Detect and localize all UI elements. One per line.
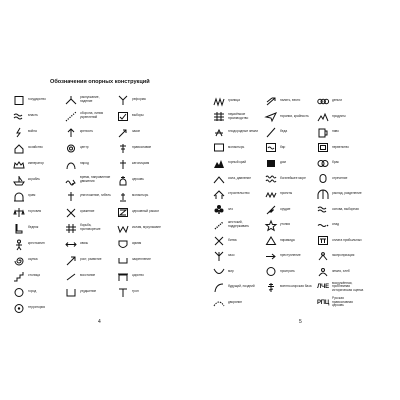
legend-entry [212, 281, 260, 293]
legend-label: сражение [80, 209, 95, 214]
legend-label: богатейшее море [280, 175, 306, 180]
circle-icon [12, 286, 26, 298]
legend-entry [116, 238, 164, 250]
legend-entry [212, 95, 260, 107]
legend-entry [116, 270, 164, 282]
legend-label: продукты [332, 113, 346, 118]
legend-label: мир [228, 268, 234, 273]
page-number-left: 4 [98, 319, 101, 325]
legend-label: борьба, противоречие [80, 223, 101, 231]
right-page [200, 0, 400, 400]
legend-entry [116, 222, 164, 234]
legend-label: сила, давление [228, 175, 251, 180]
legend-entry [116, 158, 164, 170]
legend-entry [212, 126, 260, 138]
arch-split-icon [316, 188, 330, 200]
legend-entry [316, 235, 364, 247]
dashed-curve-icon [212, 297, 226, 309]
arrow-left-right-icon [212, 219, 226, 231]
legend-label: хозяйство [28, 145, 43, 150]
legend-entry [316, 297, 364, 309]
legend-label: тирании, крайность [280, 113, 309, 118]
stairs-icon [12, 270, 26, 282]
legend-label: распускание, падение [80, 95, 100, 103]
double-arrow-icon [64, 238, 78, 250]
legend-label: вооружённая, проблемная историческая оценка [332, 280, 364, 292]
legend-label: народ [80, 161, 89, 166]
diagonal-icon [64, 254, 78, 266]
legend-entry [316, 126, 364, 138]
legend-label: крепость [80, 129, 94, 134]
orthodox-cross-icon [264, 281, 278, 293]
legend-entry [264, 142, 312, 154]
beer-icon [316, 126, 330, 138]
ring-icon [64, 142, 78, 154]
legend-label: император [28, 161, 44, 166]
legend-label: оплата прибыльных [332, 237, 362, 242]
legend-entry [64, 110, 112, 122]
legend-entry [212, 142, 260, 154]
paper-plane-icon [264, 111, 278, 123]
legend-label: военно-морская база [280, 284, 312, 289]
legend-entry [316, 95, 364, 107]
legend-label: храм [28, 193, 36, 198]
person-icon [12, 238, 26, 250]
legend-entry [264, 95, 312, 107]
legend-label: армия [132, 241, 142, 246]
legend-entry [116, 94, 164, 106]
legend-entry [12, 190, 60, 202]
legend-entry [264, 157, 312, 169]
legend-label: дом [280, 160, 286, 165]
legend-label: царство [132, 273, 144, 278]
legend-label: закон [132, 129, 141, 134]
legend-entry [64, 270, 112, 282]
legend-entry [116, 254, 164, 266]
wave-box-icon [264, 142, 278, 154]
legend-entry [64, 158, 112, 170]
roof-icon [212, 188, 226, 200]
zigzag-icon [264, 188, 278, 200]
crossed-swords-icon [64, 206, 78, 218]
legend-entry [64, 222, 112, 234]
legend-label: распад, разделение [332, 191, 362, 196]
legend-entry [212, 204, 260, 216]
lightning-icon [12, 126, 26, 138]
legend-entry [316, 204, 364, 216]
ripple-icon [264, 173, 278, 185]
legend-label: уничтожение, гибель [80, 193, 111, 198]
legend-label: преступление [280, 253, 301, 258]
legend-entry [12, 286, 60, 298]
legend-entry [12, 254, 60, 266]
legend-entry [12, 206, 60, 218]
target-icon [12, 302, 26, 314]
link-icon [316, 173, 330, 185]
legend-label: скупка [28, 257, 38, 262]
legend-entry [264, 250, 312, 262]
ship-icon [12, 174, 26, 186]
bell-cross-icon [116, 174, 130, 186]
legend-entry [316, 111, 364, 123]
legend-entry [264, 188, 312, 200]
legend-entry [316, 266, 364, 278]
w-box-icon [116, 222, 130, 234]
legend-label: строительство [228, 191, 250, 196]
legend-label: орудие [280, 206, 291, 211]
legend-entry [116, 110, 164, 122]
legend-entry [212, 297, 260, 309]
legend-label: будущий, поздний [228, 284, 255, 289]
legend-entry [116, 286, 164, 298]
dot-box-icon [316, 266, 330, 278]
legend-entry [264, 111, 312, 123]
legend-entry [116, 126, 164, 138]
text-glyph-icon [316, 281, 330, 293]
club-icon [212, 204, 226, 216]
legend-label: бедняк [28, 225, 39, 230]
legend-entry [264, 235, 312, 247]
legend-entry [64, 238, 112, 250]
cross-icon [64, 190, 78, 202]
dome-icon [12, 190, 26, 202]
hash-icon [64, 222, 78, 234]
scythe-icon [212, 281, 226, 293]
legend-label: рост, развитие [80, 257, 102, 262]
glyph-text: ЛЧЕ [317, 284, 329, 290]
legend-entry [12, 270, 60, 282]
legend-entry [212, 219, 260, 231]
legend-label: город [28, 289, 37, 294]
legend-entry [264, 219, 312, 231]
triangle-icon [264, 235, 278, 247]
house-icon [12, 142, 26, 154]
slash-icon [264, 126, 278, 138]
legend-label: ислам, мусульмане [132, 225, 161, 230]
legend-entry [116, 190, 164, 202]
legend-entry [12, 238, 60, 250]
legend-label: корабль [28, 177, 40, 182]
legend-entry [12, 222, 60, 234]
ring-arrow-icon [316, 250, 330, 262]
legend-label: пирамида [280, 237, 295, 242]
legend-entry [12, 94, 60, 106]
legend-entry [64, 94, 112, 106]
arrow-right-icon [264, 250, 278, 262]
legend-label: спад [332, 222, 339, 227]
legend-entry [12, 110, 60, 122]
legend-label: экспроприация [332, 253, 355, 258]
legend-entry [64, 254, 112, 266]
legend-entry [212, 235, 260, 247]
legend-label: государство [28, 97, 46, 102]
chain-icon [316, 157, 330, 169]
coins-icon [316, 111, 330, 123]
legend-label: власть [28, 113, 38, 118]
cluster-icon [212, 126, 226, 138]
legend-label: война [28, 129, 37, 134]
legend-label: ухудшение [80, 289, 97, 294]
open-circle-icon [264, 266, 278, 278]
diagonal-up-icon [64, 270, 78, 282]
boxed-arrow-icon [116, 126, 130, 138]
legend-label: беда [280, 129, 288, 134]
legend-label: проекты [280, 191, 293, 196]
legend-entry [116, 142, 164, 154]
curve-icon [212, 266, 226, 278]
dotted-line-icon [64, 110, 78, 122]
legend-entry [12, 158, 60, 170]
legend-label: битва [228, 237, 237, 242]
legend-label: связь [80, 241, 89, 246]
legend-entry [264, 204, 312, 216]
legend-label: церковный раскол [132, 209, 160, 214]
legend-label: монастырь [228, 144, 245, 149]
legend-entry [264, 281, 312, 293]
crown-icon [12, 158, 26, 170]
legend-entry [316, 250, 364, 262]
grid-icon [212, 111, 226, 123]
legend-entry [212, 188, 260, 200]
legend-entry [64, 126, 112, 138]
legend-label: хаос [228, 253, 235, 258]
square-icon [12, 94, 26, 106]
star-icon [264, 219, 278, 231]
legend-entry [212, 111, 260, 123]
legend-entry [264, 126, 312, 138]
legend-entry [212, 173, 260, 185]
bracket-icon [116, 254, 130, 266]
legend-entry [212, 250, 260, 262]
legend-label: столица [28, 273, 40, 278]
wave-arrow-icon [64, 174, 78, 186]
legend-entry [116, 174, 164, 186]
legend-entry [264, 266, 312, 278]
legend-label: монастырь [132, 193, 149, 198]
legend-label: граница [228, 98, 240, 103]
legend-label: наукоёмкое производство [228, 111, 249, 120]
legend-label: трон [132, 289, 139, 294]
feather-icon [264, 204, 278, 216]
legend-label: пиво [332, 129, 339, 134]
legend-label: утопия [280, 222, 291, 227]
legend-entry [212, 266, 260, 278]
page-number-right: 5 [299, 319, 302, 325]
fork-icon [116, 94, 130, 106]
legend-label: горный край [228, 160, 247, 165]
double-box-icon [316, 142, 330, 154]
slanted-line-icon [212, 173, 226, 185]
legend-label: выборы [132, 113, 144, 118]
legend-label: католицизм [132, 161, 150, 166]
text-glyph-icon [316, 297, 330, 309]
wave-lines-icon [316, 204, 330, 216]
legend-entry [316, 142, 364, 154]
glyph-text: РПЦ [316, 299, 330, 306]
legend-entry [64, 174, 112, 186]
scales-icon [12, 206, 26, 218]
wavy-lines-icon [12, 110, 26, 122]
check-box-icon [116, 110, 130, 122]
legend-entry [316, 219, 364, 231]
spiral-icon [12, 254, 26, 266]
mountain-icon [212, 157, 226, 169]
arrow-bar-icon [64, 286, 78, 298]
legend-entry [212, 157, 260, 169]
legend-label: деньги [332, 98, 342, 103]
legend-label: церковь [132, 177, 144, 182]
short-cross-icon [116, 190, 130, 202]
legend-label: территория [28, 305, 45, 310]
legend-label: бар [280, 144, 286, 149]
legend-entry [64, 142, 112, 154]
legend-entry [12, 126, 60, 138]
page-title: Обозначения опорных конструкций [50, 79, 150, 85]
boot-icon [12, 222, 26, 234]
tall-cross-icon [116, 158, 130, 170]
legend-label: дворянин [228, 299, 243, 304]
legend-label: земля, хлеб [332, 268, 350, 273]
legend-entry [64, 286, 112, 298]
x-mark-icon [212, 235, 226, 247]
legend-label: отречение [332, 175, 348, 180]
legend-entry [12, 302, 60, 314]
legend-entry [316, 188, 364, 200]
legend-label: православие [132, 145, 152, 150]
legend-entry [12, 174, 60, 186]
arch-icon [64, 158, 78, 170]
infinity-icon [316, 95, 330, 107]
legend-entry [316, 157, 364, 169]
legend-label: первенство [332, 144, 349, 149]
legend-label: восстание [80, 273, 96, 278]
up-arrow-icon [64, 126, 78, 138]
gate-icon [116, 270, 130, 282]
legend-label: реформа [132, 97, 146, 102]
legend-label: время, направление движения [80, 175, 111, 183]
legend-label: закрепление [132, 257, 151, 262]
z-box-icon [116, 206, 130, 218]
legend-label: палить, вести [280, 98, 301, 103]
pi-box-icon [316, 235, 330, 247]
legend-entry [64, 190, 112, 202]
filled-box-icon [264, 157, 278, 169]
triple-dot-icon [316, 219, 330, 231]
legend-entry [116, 206, 164, 218]
shield-icon [116, 238, 130, 250]
legend-label: торговля [28, 209, 42, 214]
crosshatch-icon [212, 95, 226, 107]
legend-entry [264, 173, 312, 185]
legend-label: брак [332, 160, 339, 165]
legend-label: плодородные земли [228, 129, 259, 134]
legend-label: Русская православная церковь [332, 296, 353, 308]
legend-entry [64, 206, 112, 218]
legend-label: оборона, линия укреплений [80, 111, 104, 119]
split-arrow-icon [64, 94, 78, 106]
rectangle-icon [212, 142, 226, 154]
plus-cross-icon [116, 142, 130, 154]
legend-entry [12, 142, 60, 154]
legend-entry [316, 281, 364, 293]
fork-up-icon [212, 250, 226, 262]
legend-entry [316, 173, 364, 185]
tee-icon [116, 286, 130, 298]
multi-arrow-icon [264, 95, 278, 107]
legend-label: центр [80, 145, 89, 150]
legend-label: проиграть [280, 268, 295, 273]
legend-label: основа, выборная [332, 206, 359, 211]
legend-label: крестьянин [28, 241, 45, 246]
legend-label: зло [228, 206, 234, 211]
legend-label: жестокий, поддерживать [228, 220, 250, 228]
